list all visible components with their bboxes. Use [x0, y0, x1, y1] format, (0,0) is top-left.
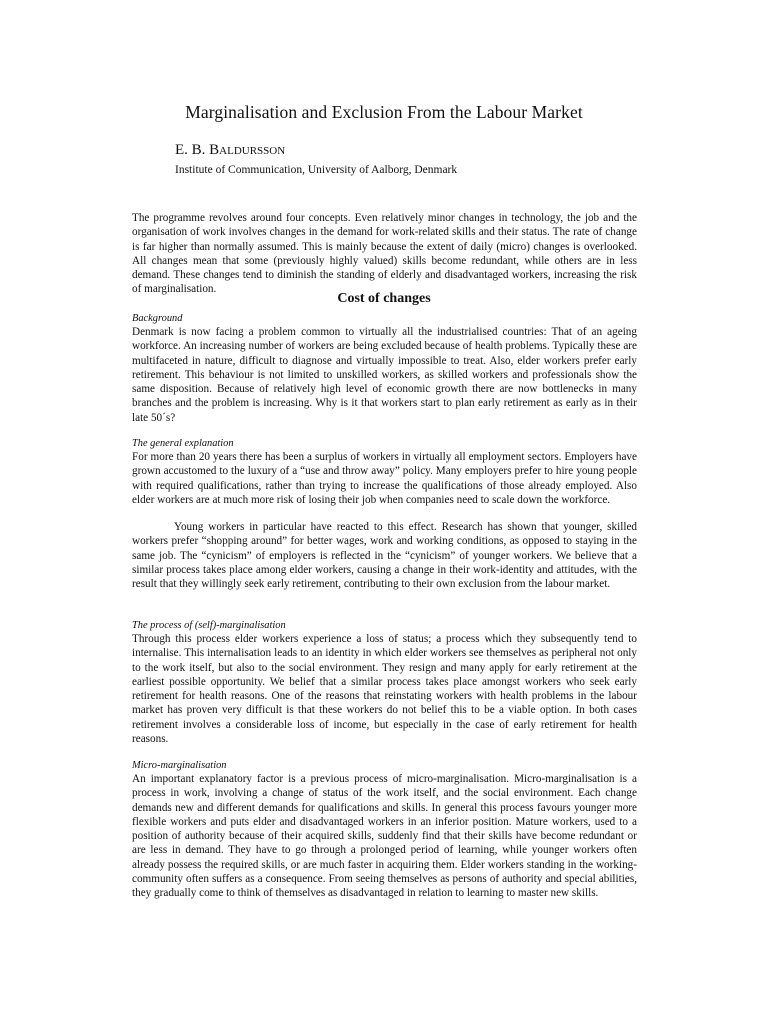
paragraph: For more than 20 years there has been a surplus of workers in virtually all employment sectors. Employers have grown accustomed to the luxury of a “use and throw away” policy. Many employers prefer to hire young people with required qualifications, rather than trying to increase the qualifications of those already employed. Also elder workers are at much more risk of losing their job when companies need to scale down the workforce. [132, 451, 637, 506]
paragraph: An important explanatory factor is a previous process of micro-marginalisation. Micro-marginalisation is a process in work, involving a change of status of the work itself, and the social environment. Each change demands new and different demands for qualifications and skills. In general this process favours younger more flexible workers and puts elder and disadvantaged workers in an inferior position. Mature workers, used to a position of authority because of their acquired skills, suddenly find that their skills have become redundant or are less in demand. They have to go through a prolonged period of learning, while younger workers often already possess the required skills, or are much faster in acquiring them. Elder workers standing in the working-community often suffers as a consequence. From seeing themselves as persons of authority and special abilities, they gradually come to think of themselves as disadvantaged in relation to learning to master new skills. [132, 773, 637, 900]
document-author: E. B. Baldursson [175, 142, 286, 158]
document-title: Marginalisation and Exclusion From the Labour Market [185, 102, 583, 122]
subsection-heading: The process of (self)-marginalisation [132, 620, 286, 631]
subsection-heading: Background [132, 313, 183, 324]
section-title: Cost of changes [337, 291, 431, 306]
subsection-heading: The general explanation [132, 438, 234, 449]
paragraph: Young workers in particular have reacted to this effect. Research has shown that younger, skilled workers prefer “shopping around” for better wages, work and working conditions, as opposed to staying in the same job. The “cynicism” of employers is reflected in the “cynicism” of younger workers. We believe that a similar process takes place among elder workers, causing a change in their work-identity and attitudes, with the result that they willingly seek early retirement, contributing to their own exclusion from the labour market. [132, 521, 637, 591]
author-affiliation: Institute of Communication, University of Aalborg, Denmark [175, 164, 458, 176]
paragraph: Through this process elder workers experience a loss of status; a process which they subsequently tend to internalise. This internalisation leads to an identity in which elder workers see themselves as peripheral not only to the work itself, but also to the social environment. They resign and many apply for early retirement at the earliest possible opportunity. We belief that a similar process takes place amongst workers who seek early retirement for health reasons. One of the reasons that reinstating workers with health problems in the labour market has proven very difficult is that these workers do not belief this to be a viable option. In both cases retirement involves a considerable loss of income, but especially in the case of early retirement for health reasons. [132, 633, 637, 746]
paragraph: Denmark is now facing a problem common to virtually all the industrialised countries: That of an ageing workforce. An increasing number of workers are being excluded because of health problems. Typically these are multifaceted in nature, difficult to diagnose and virtually impossible to treat. Also, elder workers prefer early retirement. This behaviour is not limited to unskilled workers, as skilled workers and professionals show the same disposition. Because of relatively high level of economic growth there are now bottlenecks in many branches and the problem is increasing. Why is it that workers start to plan early retirement as early as in their late 50´s? [132, 326, 637, 424]
subsection-heading: Micro-marginalisation [132, 760, 227, 771]
abstract-paragraph: The programme revolves around four concepts. Even relatively minor changes in technology, the job and the organisation of work involves changes in the demand for work-related skills and their status. The rate of change is far higher than normally assumed. This is mainly because the extent of daily (micro) changes is overlooked. All changes mean that some (previously highly valued) skills become redundant, while others are in less demand. These changes tend to diminish the standing of elderly and disadvantaged workers, increasing the risk of marginalisation. [132, 212, 637, 296]
